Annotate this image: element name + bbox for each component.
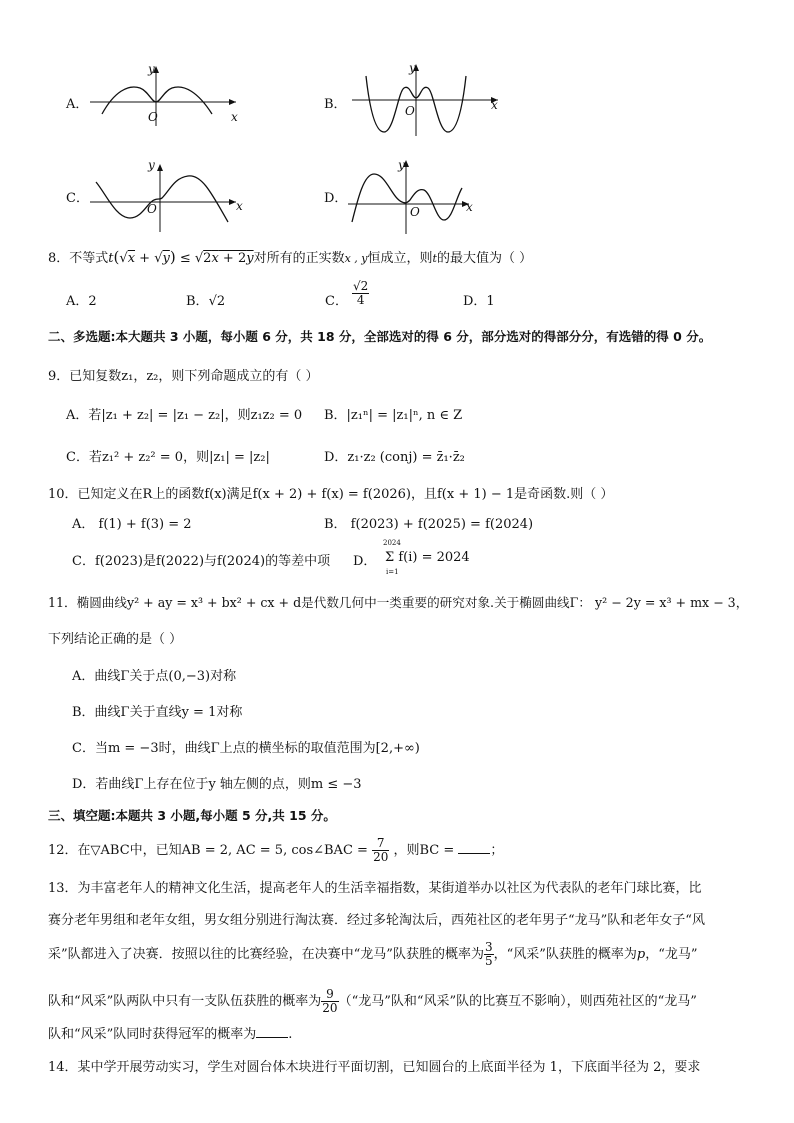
q9-option-a: A．若|z₁ + z₂| = |z₁ − z₂|，则z₁z₂ = 0: [66, 408, 303, 423]
q9-option-b: B．|z₁ⁿ| = |z₁|ⁿ, n ∈ Z: [324, 408, 463, 423]
option-d-label: D．: [324, 191, 348, 206]
graph-b-x: x: [491, 98, 498, 112]
graph-c-origin: O: [147, 202, 157, 216]
graph-d-y: y: [398, 158, 405, 172]
q14-line-1: 14．某中学开展劳动实习，学生对圆台体木块进行平面切割，已知圆台的上底面半径为 1，下底面半径为 2，要求: [48, 1060, 701, 1075]
question-12: 12．在▽ABC中，已知AB = 2, AC = 5, cos∠BAC = $\frac{7}{20}$ ，则BC = ；: [48, 836, 504, 864]
graph-b: [352, 62, 502, 138]
question-11-stem2: 下列结论正确的是（ ）: [48, 632, 183, 647]
option-c-label: C．: [66, 191, 89, 206]
q8-number: 8．: [48, 251, 70, 266]
graph-c-x: x: [236, 199, 243, 213]
q13-line-2: 赛分老年男组和老年女组，男女组分别进行淘汰赛．经过多轮淘汰后，西苑社区的老年男子“龙马”队和老年女子“风: [48, 913, 705, 928]
q11-option-b: B．曲线Γ关于直线y = 1对称: [72, 705, 243, 720]
q13-answer-blank[interactable]: [256, 1027, 288, 1038]
q11-option-d: D．若曲线Γ上存在位于y 轴左侧的点，则m ≤ −3: [72, 777, 362, 792]
q8-pre: 不等式: [69, 251, 109, 266]
q8-post: 对所有的正实数: [253, 251, 345, 266]
question-9-stem: 9．已知复数z₁，z₂，则下列命题成立的有（ ）: [48, 369, 319, 384]
q8-option-a: A．2: [66, 294, 97, 309]
q8-option-b: B．√2: [186, 294, 226, 309]
graph-b-y: y: [409, 61, 416, 75]
graph-d-x: x: [466, 200, 473, 214]
q12-pre: 12．在▽ABC中，已知AB = 2, AC = 5, cos∠BAC =: [48, 843, 368, 858]
q11-option-c: C．当m = −3时，曲线Γ上点的横坐标的取值范围为[2,+∞): [72, 741, 420, 756]
q8-option-c-frac: $\frac{√2}{4}$: [353, 279, 369, 307]
question-8: 8．不等式t(√x + √y) ≤ √2x + 2y对所有的正实数x , y恒成立，则t的最大值为（ ）: [48, 248, 533, 266]
q13-line-1: 13．为丰富老年人的精神文化生活，提高老年人的生活幸福指数，某街道举办以社区为代表队的老年门球比赛，比: [48, 881, 702, 896]
q10-option-b: B． f(2023) + f(2025) = f(2024): [324, 517, 534, 532]
q12-post: ，则BC =: [393, 843, 455, 858]
q10-sum-top: 2024: [383, 539, 401, 547]
q13-frac-3-5: $\frac{3}{5}$: [484, 940, 493, 968]
q13-line-4: 队和“风采”队两队中只有一支队伍获胜的概率为 $\frac{9}{20}$ （“龙马”队和“风采”队的比赛互不影响），则西苑社区的“龙马”: [48, 987, 697, 1015]
graph-d-origin: O: [410, 205, 420, 219]
graph-b-origin: O: [405, 104, 415, 118]
q12-frac: $\frac{7}{20}$: [373, 836, 389, 864]
q10-sum-bottom: i=1: [386, 568, 399, 576]
q10-option-a: A． f(1) + f(3) = 2: [72, 517, 192, 532]
q13-line-5: 队和“风采”队同时获得冠军的概率为 .: [48, 1027, 293, 1042]
q8-vars: x , y: [344, 252, 368, 265]
option-b-label: B．: [324, 97, 347, 112]
q8-post3: 的最大值为（ ）: [436, 251, 533, 266]
question-11-stem: 11．椭圆曲线y² + ay = x³ + bx² + cx + d是代数几何中一类重要的研究对象.关于椭圆曲线Γ： y² − 2y = x³ + mx − 3，: [48, 595, 749, 610]
graph-a-origin: O: [148, 110, 158, 124]
graph-a-y: y: [148, 62, 155, 76]
q8-post2: 恒成立，则: [367, 251, 433, 266]
q8-option-c: C．: [325, 294, 348, 309]
q8-option-d: D．1: [463, 294, 495, 309]
graph-a: [90, 62, 240, 128]
q10-option-c: C．f(2023)是f(2022)与f(2024)的等差中项: [72, 554, 331, 569]
section-2-heading: 二、多选题:本大题共 3 小题，每小题 6 分，共 18 分，全部选对的得 6 分，部分选对的得部分分，有选错的得 0 分。: [48, 329, 712, 344]
q9-option-c: C．若z₁² + z₂² = 0，则|z₁| = |z₂|: [66, 450, 270, 465]
q9-option-d: D．z₁·z₂ (conj) = z̄₁·z̄₂: [324, 450, 465, 465]
q11-option-a: A．曲线Γ关于点(0,−3)对称: [72, 669, 237, 684]
graph-a-x: x: [231, 110, 238, 124]
option-a-label: A．: [66, 97, 89, 112]
graph-c: [90, 160, 240, 232]
q10-option-d: D．: [353, 554, 377, 569]
graph-c-y: y: [148, 158, 155, 172]
q12-answer-blank[interactable]: [458, 843, 490, 854]
q13-frac-9-20: $\frac{9}{20}$: [322, 987, 338, 1015]
section-3-heading: 三、填空题:本题共 3 小题,每小题 5 分,共 15 分。: [48, 808, 336, 823]
graph-d: [348, 158, 473, 234]
q10-sum: Σ f(i) = 2024: [385, 550, 470, 565]
q13-line-3: 采”队都进入了决赛．按照以往的比赛经验，在决赛中“龙马”队获胜的概率为 $\frac{3}{5}$ ，“风采”队获胜的概率为p，“龙马”: [48, 940, 698, 968]
question-10-stem: 10．已知定义在R上的函数f(x)满足f(x + 2) + f(x) = f(2026)，且f(x + 1) − 1是奇函数.则（ ）: [48, 487, 614, 502]
